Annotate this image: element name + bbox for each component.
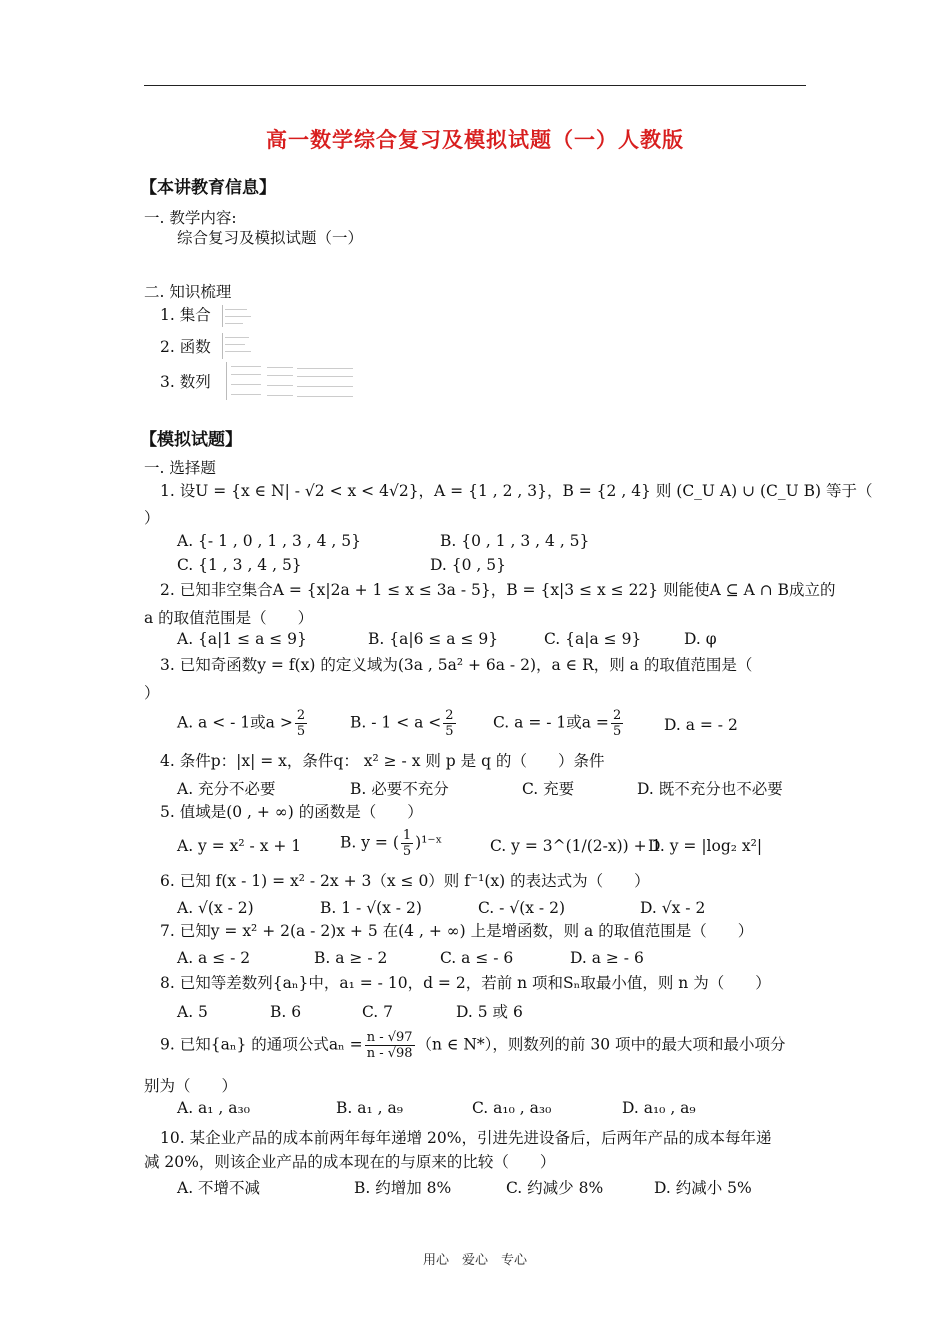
- question-7: 7. 已知y = x² + 2(a - 2)x + 5 在(4 , + ∞) 上是增函数，则 a 的取值范围是（ ）: [160, 922, 754, 940]
- q6-option-a: A. √(x - 2): [177, 899, 254, 917]
- question-8: 8. 已知等差数列{aₙ}中，a₁ = - 10，d = 2，若前 n 项和Sₙ取最小值，则 n 为（ ）: [160, 974, 771, 992]
- q5-option-d: D. y = |log₂ x²|: [648, 837, 763, 855]
- q7-option-d: D. a ≥ - 6: [570, 949, 644, 967]
- question-4: 4. 条件p：|x| = x，条件q： x² ≥ - x 则 p 是 q 的（ ）条件: [160, 752, 605, 770]
- subsection-knowledge-outline: 二. 知识梳理: [144, 283, 232, 301]
- q10-option-c: C. 约减少 8%: [506, 1179, 604, 1197]
- q3-option-a-fraction: [295, 708, 307, 739]
- q10-option-a: A. 不增不减: [177, 1179, 261, 1197]
- q4-option-b: B. 必要不充分: [350, 780, 449, 798]
- sequences-outline-diagram: [226, 362, 357, 400]
- part-multiple-choice: 一. 选择题: [144, 459, 216, 477]
- q3-option-c-text: C. a = - 1或a =: [493, 713, 609, 732]
- q1-option-c: C. {1 , 3 , 4 , 5}: [177, 556, 302, 574]
- question-9-text-end: （n ∈ N*），则数列的前 30 项中的最大项和最小项分: [416, 1035, 786, 1054]
- fraction-numerator: 2: [612, 708, 622, 723]
- q5-option-b-text: B. y = (: [340, 833, 399, 852]
- q2-option-a: A. {a|1 ≤ a ≤ 9}: [177, 630, 307, 648]
- q8-option-c: C. 7: [362, 1003, 394, 1021]
- q9-option-a: A. a₁ , a₃₀: [177, 1099, 250, 1117]
- question-2: 2. 已知非空集合A = {x|2a + 1 ≤ x ≤ 3a - 5}，B = {x|3 ≤ x ≤ 22} 则能使A ⊆ A ∩ B成立的: [160, 581, 836, 599]
- outline-item-sets: 1. 集合: [160, 306, 211, 324]
- q1-option-d: D. {0 , 5}: [430, 556, 506, 574]
- question-1-cont: ）: [144, 509, 160, 527]
- q4-option-d: D. 既不充分也不必要: [637, 780, 783, 798]
- q5-option-b: [340, 828, 442, 859]
- sets-outline-diagram: [222, 305, 253, 327]
- q10-option-b: B. 约增加 8%: [354, 1179, 452, 1197]
- q3-option-b: [350, 708, 458, 739]
- q7-option-b: B. a ≥ - 2: [314, 949, 388, 967]
- page-title: 高一数学综合复习及模拟试题（一）人教版: [266, 128, 684, 152]
- question-1: 1. 设U = {x ∈ N| - √2 < x < 4√2}，A = {1 , 2 , 3}，B = {2 , 4} 则 (C_U A) ∪ (C_U B) 等于（: [160, 482, 873, 500]
- q5-option-b-fraction: [401, 828, 413, 859]
- question-3-cont: ）: [144, 684, 160, 702]
- q9-formula-fraction: [365, 1030, 415, 1061]
- q9-option-d: D. a₁₀ , a₉: [622, 1099, 696, 1117]
- q1-option-a: A. {- 1 , 0 , 1 , 3 , 4 , 5}: [177, 532, 362, 550]
- subsection-teaching-content: 一. 教学内容:: [144, 209, 237, 227]
- q9-option-b: B. a₁ , a₉: [336, 1099, 403, 1117]
- q6-option-d: D. √x - 2: [640, 899, 706, 917]
- fraction-numerator: 1: [402, 828, 412, 843]
- functions-outline-diagram: [222, 333, 253, 359]
- q3-option-b-fraction: [443, 708, 455, 739]
- section-heading-exam: 【模拟试题】: [140, 430, 242, 450]
- question-2-cont: a 的取值范围是（ ）: [144, 609, 314, 627]
- fraction-numerator: 2: [296, 708, 306, 723]
- q8-option-d: D. 5 或 6: [456, 1003, 523, 1021]
- q6-option-c: C. - √(x - 2): [478, 899, 565, 917]
- q2-option-c: C. {a|a ≤ 9}: [544, 630, 642, 648]
- q7-option-c: C. a ≤ - 6: [440, 949, 514, 967]
- q4-option-a: A. 充分不必要: [177, 780, 276, 798]
- question-10-cont: 减 20%，则该企业产品的成本现在的与原来的比较（ ）: [144, 1153, 556, 1171]
- q3-option-a-text: A. a < - 1或a >: [177, 713, 293, 732]
- question-9-text: 9. 已知{aₙ} 的通项公式aₙ =: [160, 1035, 363, 1054]
- page-footer: 用心 爱心 专心: [422, 1253, 527, 1268]
- q6-option-b: B. 1 - √(x - 2): [320, 899, 422, 917]
- outline-item-sequences: 3. 数列: [160, 373, 211, 391]
- q5-option-a: A. y = x² - x + 1: [177, 837, 302, 855]
- fraction-denominator: 5: [612, 724, 622, 739]
- q1-option-b: B. {0 , 1 , 3 , 4 , 5}: [440, 532, 590, 550]
- q8-option-b: B. 6: [270, 1003, 302, 1021]
- q3-option-c-fraction: [611, 708, 623, 739]
- section-heading-info: 【本讲教育信息】: [140, 178, 276, 198]
- q3-option-a: [177, 708, 309, 739]
- q5-option-b-exponent: )¹⁻ˣ: [415, 833, 443, 852]
- question-9-cont: 别为（ ）: [144, 1077, 238, 1095]
- fraction-denominator: n - √98: [366, 1046, 413, 1061]
- q7-option-a: A. a ≤ - 2: [177, 949, 251, 967]
- fraction-numerator: n - √97: [366, 1030, 413, 1045]
- fraction-denominator: 5: [296, 724, 306, 739]
- question-5: 5. 值域是(0 , + ∞) 的函数是（ ）: [160, 803, 423, 821]
- question-10: 10. 某企业产品的成本前两年每年递增 20%，引进先进设备后，后两年产品的成本每年递: [160, 1129, 772, 1147]
- outline-item-functions: 2. 函数: [160, 338, 211, 356]
- question-3: 3. 已知奇函数y = f(x) 的定义域为(3a , 5a² + 6a - 2)，a ∈ R，则 a 的取值范围是（: [160, 656, 753, 674]
- q3-option-c: [493, 708, 625, 739]
- header-rule: [144, 85, 806, 86]
- q4-option-c: C. 充要: [522, 780, 575, 798]
- q2-option-d: D. φ: [684, 630, 717, 648]
- fraction-numerator: 2: [445, 708, 454, 723]
- q10-option-d: D. 约减小 5%: [654, 1179, 752, 1197]
- fraction-denominator: 5: [445, 724, 454, 739]
- fraction-denominator: 5: [402, 844, 412, 859]
- q3-option-b-text: B. - 1 < a <: [350, 713, 442, 732]
- q8-option-a: A. 5: [177, 1003, 208, 1021]
- q9-option-c: C. a₁₀ , a₃₀: [472, 1099, 552, 1117]
- question-6: 6. 已知 f(x - 1) = x² - 2x + 3（x ≤ 0）则 f⁻¹(x) 的表达式为（ ）: [160, 872, 650, 890]
- q5-option-c: C. y = 3^(1/(2-x)) + 1: [490, 837, 662, 855]
- question-9: [160, 1030, 786, 1061]
- q3-option-d: D. a = - 2: [664, 716, 738, 734]
- teaching-content-text: 综合复习及模拟试题（一）: [177, 229, 364, 247]
- q2-option-b: B. {a|6 ≤ a ≤ 9}: [368, 630, 499, 648]
